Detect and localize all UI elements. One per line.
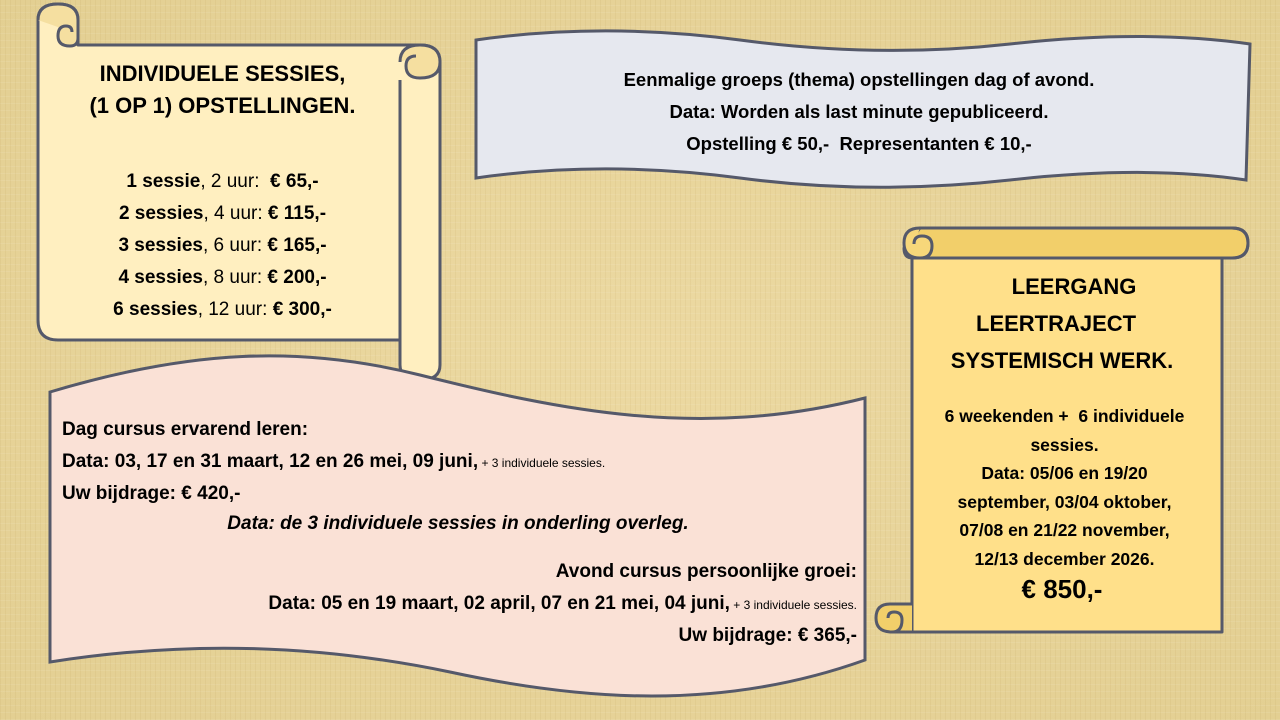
- day-course-dates: [62, 446, 605, 479]
- day-course-price: Uw bijdrage: € 420,-: [62, 483, 241, 504]
- day-extra-text: + 3 individuele sessies.: [478, 456, 606, 470]
- leergang-title-line2: LEERTRAJECT: [976, 311, 1137, 336]
- leergang-title: [912, 268, 1212, 379]
- group-line1: Eenmalige groeps (thema) opstellingen dag of avond.: [623, 69, 1095, 90]
- individual-title: [50, 58, 395, 122]
- evening-course-dates: [268, 588, 857, 621]
- individual-price-list: [50, 166, 395, 326]
- session-price: € 300,-: [272, 299, 332, 320]
- individual-title-line1: INDIVIDUELE SESSIES,: [99, 61, 346, 86]
- leergang-price: € 850,-: [1021, 574, 1103, 604]
- price-row: [50, 262, 395, 294]
- day-course-title: Dag cursus ervarend leren:: [62, 419, 309, 440]
- session-count: 2 sessies: [118, 203, 204, 224]
- session-duration: , 6 uur:: [202, 235, 263, 256]
- leergang-title-line1: LEERGANG: [1011, 274, 1137, 299]
- session-count: 1 sessie: [126, 171, 201, 192]
- price-row: [50, 166, 395, 198]
- leergang-title-line3: SYSTEMISCH WERK.: [950, 348, 1174, 373]
- courses-note: Data: de 3 individuele sessies in onderling overleg.: [227, 513, 689, 534]
- leergang-body-line5: 07/08 en 21/22 november,: [959, 520, 1170, 540]
- session-duration: , 4 uur:: [203, 203, 263, 224]
- session-price: € 65,-: [270, 171, 319, 192]
- price-row: [50, 198, 395, 230]
- session-duration: , 2 uur:: [200, 171, 260, 192]
- price-row: [50, 294, 395, 326]
- evening-course-price: Uw bijdrage: € 365,-: [678, 625, 857, 646]
- group-line3: Opstelling € 50,- Representanten € 10,-: [686, 133, 1032, 154]
- session-duration: , 12 uur:: [197, 299, 268, 320]
- evening-extra-text: + 3 individuele sessies.: [729, 598, 857, 612]
- session-count: 3 sessies: [118, 235, 203, 256]
- session-count: 6 sessies: [113, 299, 198, 320]
- leergang-body-line6: 12/13 december 2026.: [974, 548, 1155, 569]
- evening-course-title: Avond cursus persoonlijke groei:: [555, 561, 857, 582]
- leergang-body-line2: sessies.: [1030, 434, 1099, 455]
- leergang-body-line3: Data: 05/06 en 19/20: [981, 463, 1148, 483]
- individual-title-line2: (1 OP 1) OPSTELLINGEN.: [89, 93, 356, 118]
- session-price: € 200,-: [267, 267, 327, 288]
- session-count: 4 sessies: [118, 267, 203, 288]
- session-price: € 115,-: [267, 203, 327, 224]
- leergang-body-line1: 6 weekenden + 6 individuele: [944, 406, 1185, 426]
- group-sessions-text: [478, 64, 1240, 160]
- session-price: € 165,-: [267, 235, 327, 256]
- group-line2: Data: Worden als last minute gepubliceerd.: [669, 101, 1049, 122]
- price-row: [50, 230, 395, 262]
- evening-dates-text: Data: 05 en 19 maart, 02 april, 07 en 21 mei, 04 juni,: [268, 593, 730, 614]
- session-duration: , 8 uur:: [202, 267, 263, 288]
- leergang-body-line4: september, 03/04 oktober,: [957, 491, 1172, 512]
- leergang-body: [912, 402, 1217, 573]
- day-dates-text: Data: 03, 17 en 31 maart, 12 en 26 mei, 09 juni,: [62, 451, 479, 472]
